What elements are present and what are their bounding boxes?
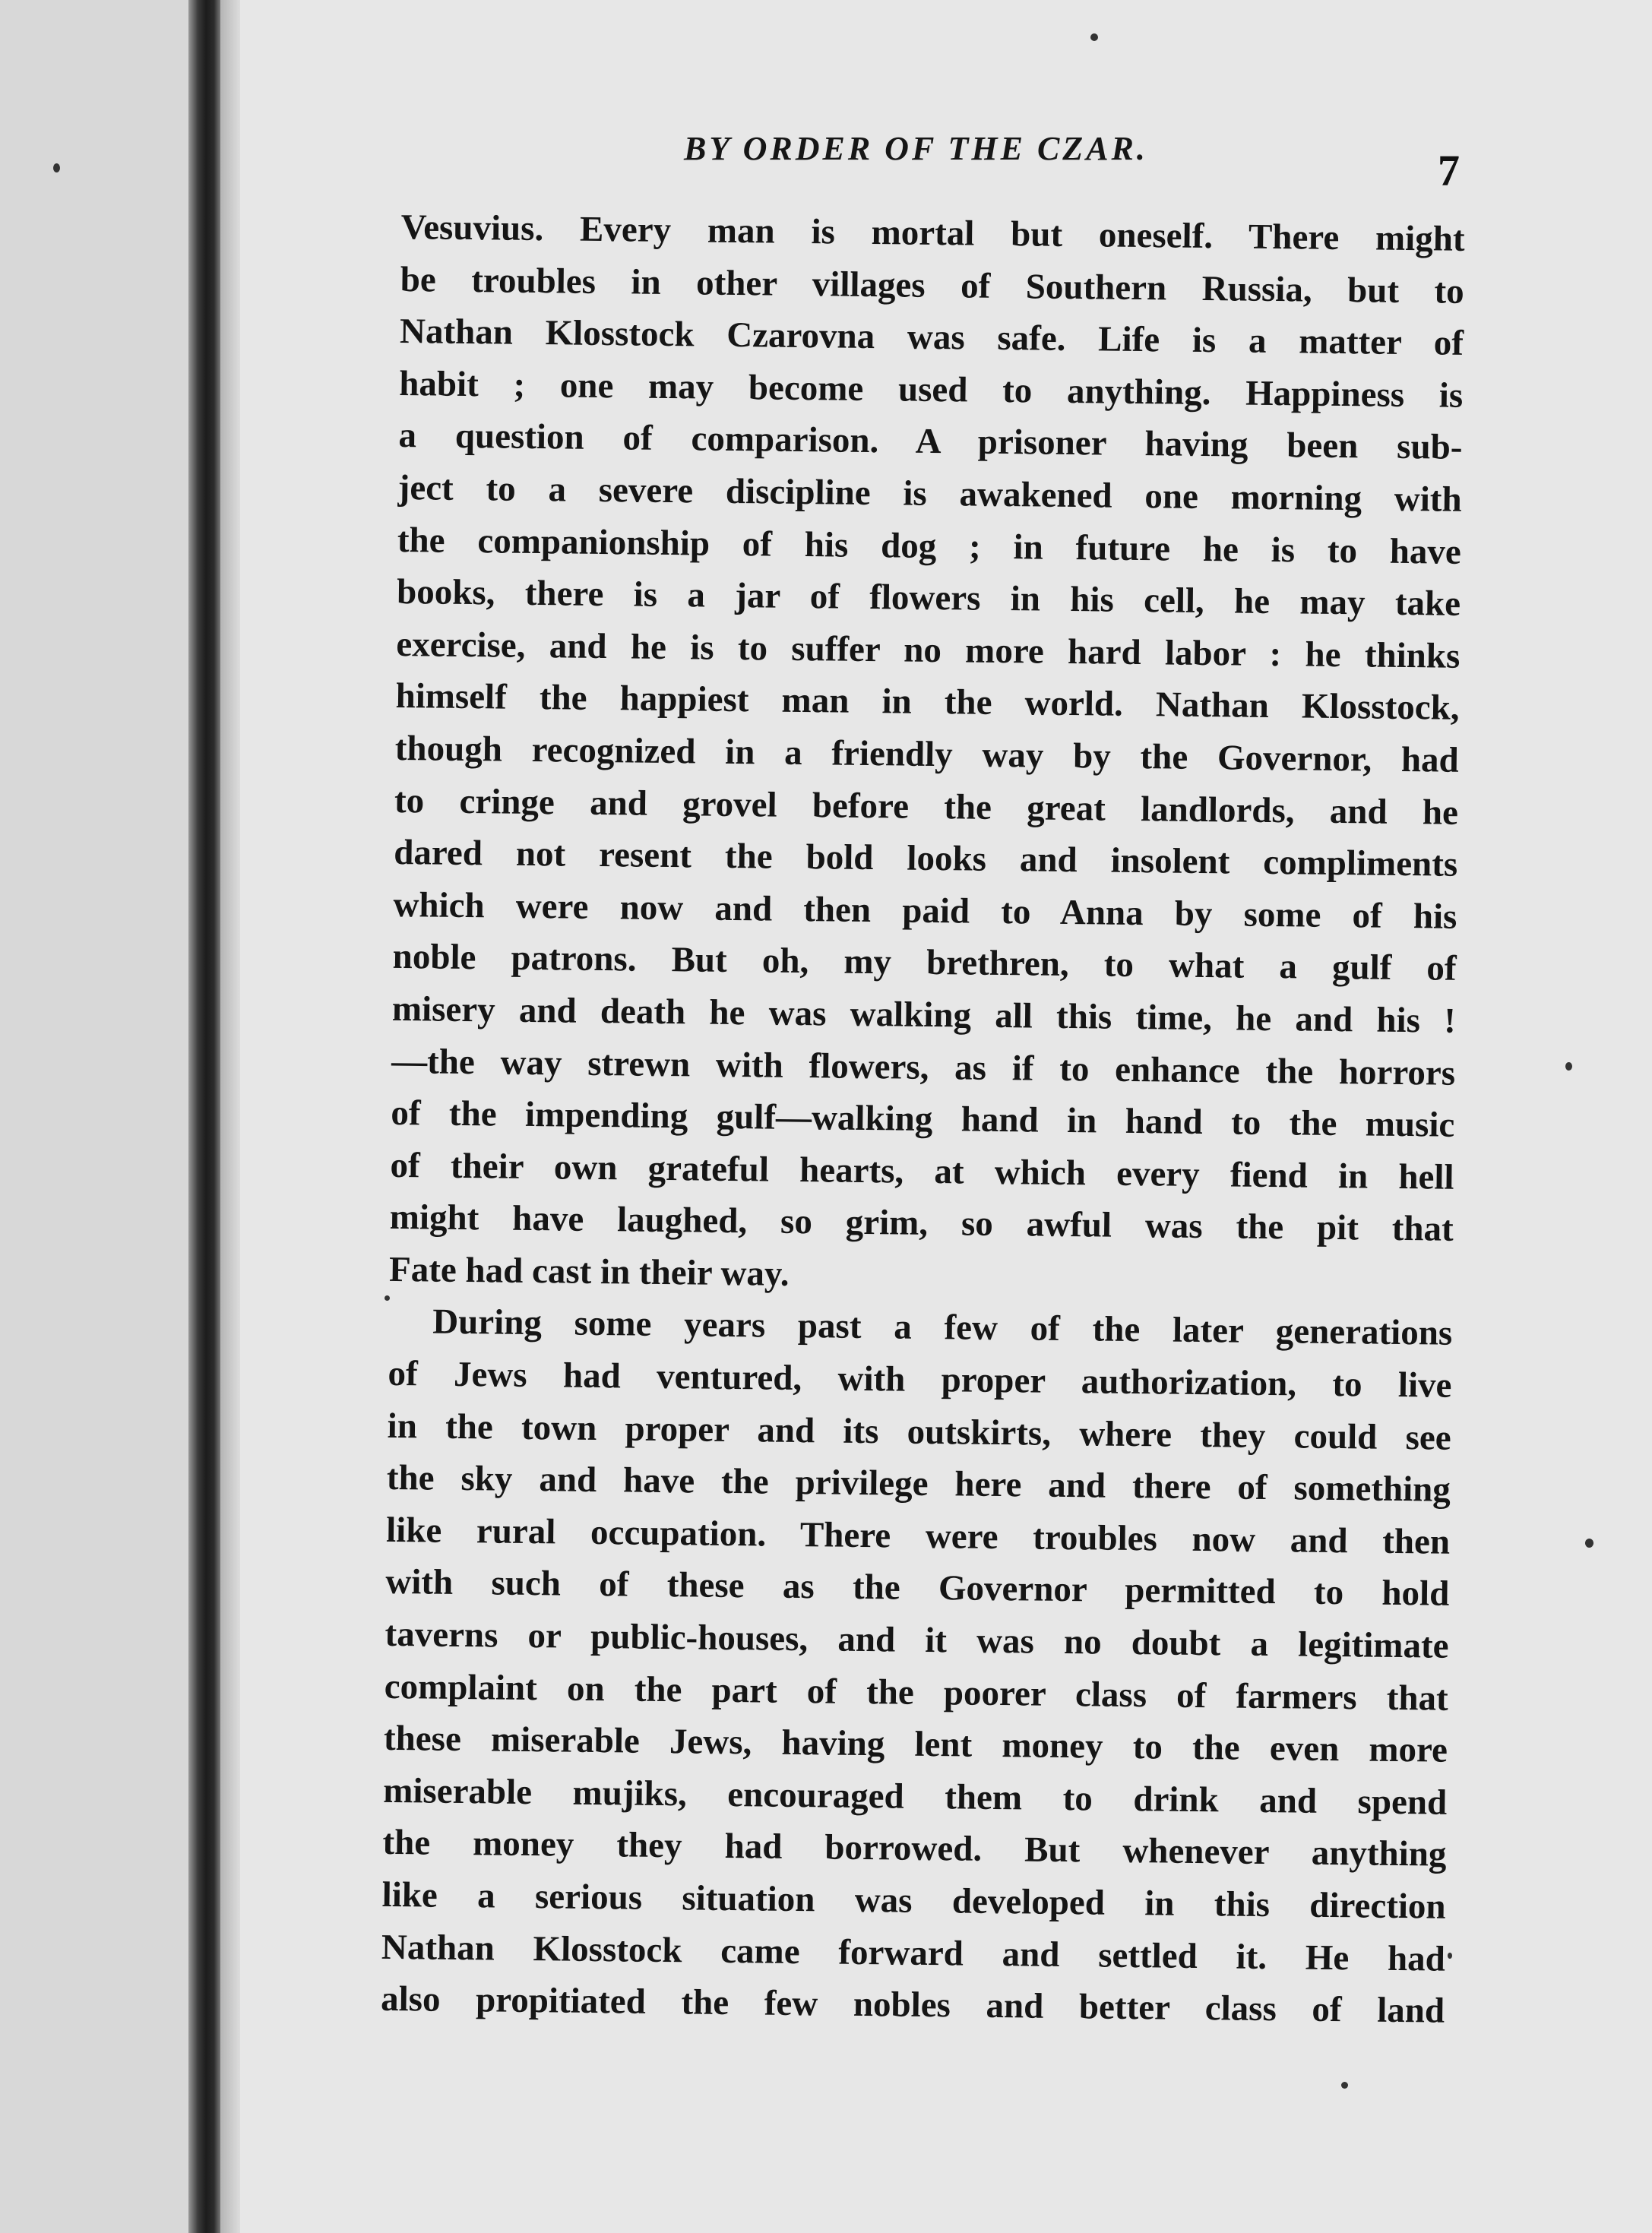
text-line: in the town proper and its outskirts, where they could see (387, 1406, 1451, 1458)
text-line: Vesuvius. Every man is mortal but oneself. There might (400, 207, 1465, 259)
text-line: —the way strewn with flowers, as if to enhance the horrors (391, 1041, 1456, 1093)
scan-speck (53, 163, 60, 172)
book-gutter-shadow (188, 0, 220, 2233)
text-line: books, there is a jar of flowers in his cell, he may take (396, 572, 1461, 625)
text-line: Fate had cast in their way. (388, 1249, 790, 1294)
text-line: be troubles in other villages of Southern Russia, but to (400, 259, 1465, 312)
paragraph-1 (389, 201, 1465, 1308)
running-head: BY ORDER OF THE CZAR. (684, 130, 1148, 167)
text-line: exercise, and he is to suffer no more hard labor : he thinks (396, 624, 1461, 676)
text-line: also propitiated the few nobles and better class of land (380, 1979, 1445, 2031)
paragraph-2 (381, 1295, 1453, 2037)
body-text (381, 201, 1465, 2038)
text-line: Nathan Klosstock came forward and settled it. He had (381, 1927, 1446, 1979)
page-number: 7 (1438, 146, 1460, 195)
text-line: the companionship of his dog ; in future he is to have (397, 520, 1462, 572)
text-line: During some years past a few of the later generations (432, 1302, 1453, 1354)
text-line: noble patrons. But oh, my brethren, to what a gulf of (392, 937, 1457, 989)
text-line: misery and death he was walking all this time, he and his ! (391, 988, 1457, 1041)
scan-speck (1565, 1062, 1572, 1071)
text-line: himself the happiest man in the world. Nathan Klosstock, (395, 676, 1460, 729)
facing-page-margin (0, 0, 190, 2233)
text-line: ject to a severe discipline is awakened one morning with (397, 467, 1462, 520)
text-line: the sky and have the privilege here and there of something (386, 1458, 1451, 1510)
text-line: Nathan Klosstock Czarovna was safe. Life is a matter of (399, 312, 1464, 364)
text-line: which were now and then paid to Anna by some of his (393, 884, 1457, 937)
page-edge (220, 0, 240, 2233)
text-line: habit ; one may become used to anything. Happiness is (398, 363, 1464, 416)
text-line: taverns or public-houses, and it was no doubt a legitimate (385, 1614, 1449, 1666)
scan-speck (1341, 2082, 1348, 2089)
text-line: with such of these as the Governor permitted to hold (385, 1562, 1450, 1615)
scan-speck (1585, 1539, 1593, 1548)
scan-speck (1090, 33, 1098, 41)
text-line: of Jews had ventured, with proper authorization, to live (388, 1353, 1452, 1406)
text-line: of the impending gulf—walking hand in hand to the music (391, 1093, 1455, 1145)
text-line: though recognized in a friendly way by the Governor, had (394, 728, 1460, 780)
text-line: to cringe and grovel before the great landlords, and he (394, 780, 1459, 833)
scan-speck (1448, 1953, 1452, 1959)
text-line: like rural occupation. There were troubles now and then (385, 1510, 1451, 1562)
text-line: a question of comparison. A prisoner having been sub- (398, 416, 1463, 468)
text-line: complaint on the part of the poorer class of farmers that (384, 1666, 1449, 1719)
text-line: miserable mujiks, encouraged them to drink and spend (382, 1770, 1448, 1823)
text-line: these miserable Jews, having lent money to the even more (383, 1719, 1448, 1770)
text-line: dared not resent the bold looks and insolent compliments (393, 833, 1458, 884)
text-line: like a serious situation was developed in this direction (381, 1874, 1446, 1927)
text-line: of their own grateful hearts, at which every fiend in hell (390, 1145, 1454, 1197)
text-line: the money they had borrowed. But whenever anything (382, 1823, 1447, 1875)
text-line: might have laughed, so grim, so awful was the pit that (389, 1197, 1454, 1250)
scan-speck (385, 1295, 390, 1301)
